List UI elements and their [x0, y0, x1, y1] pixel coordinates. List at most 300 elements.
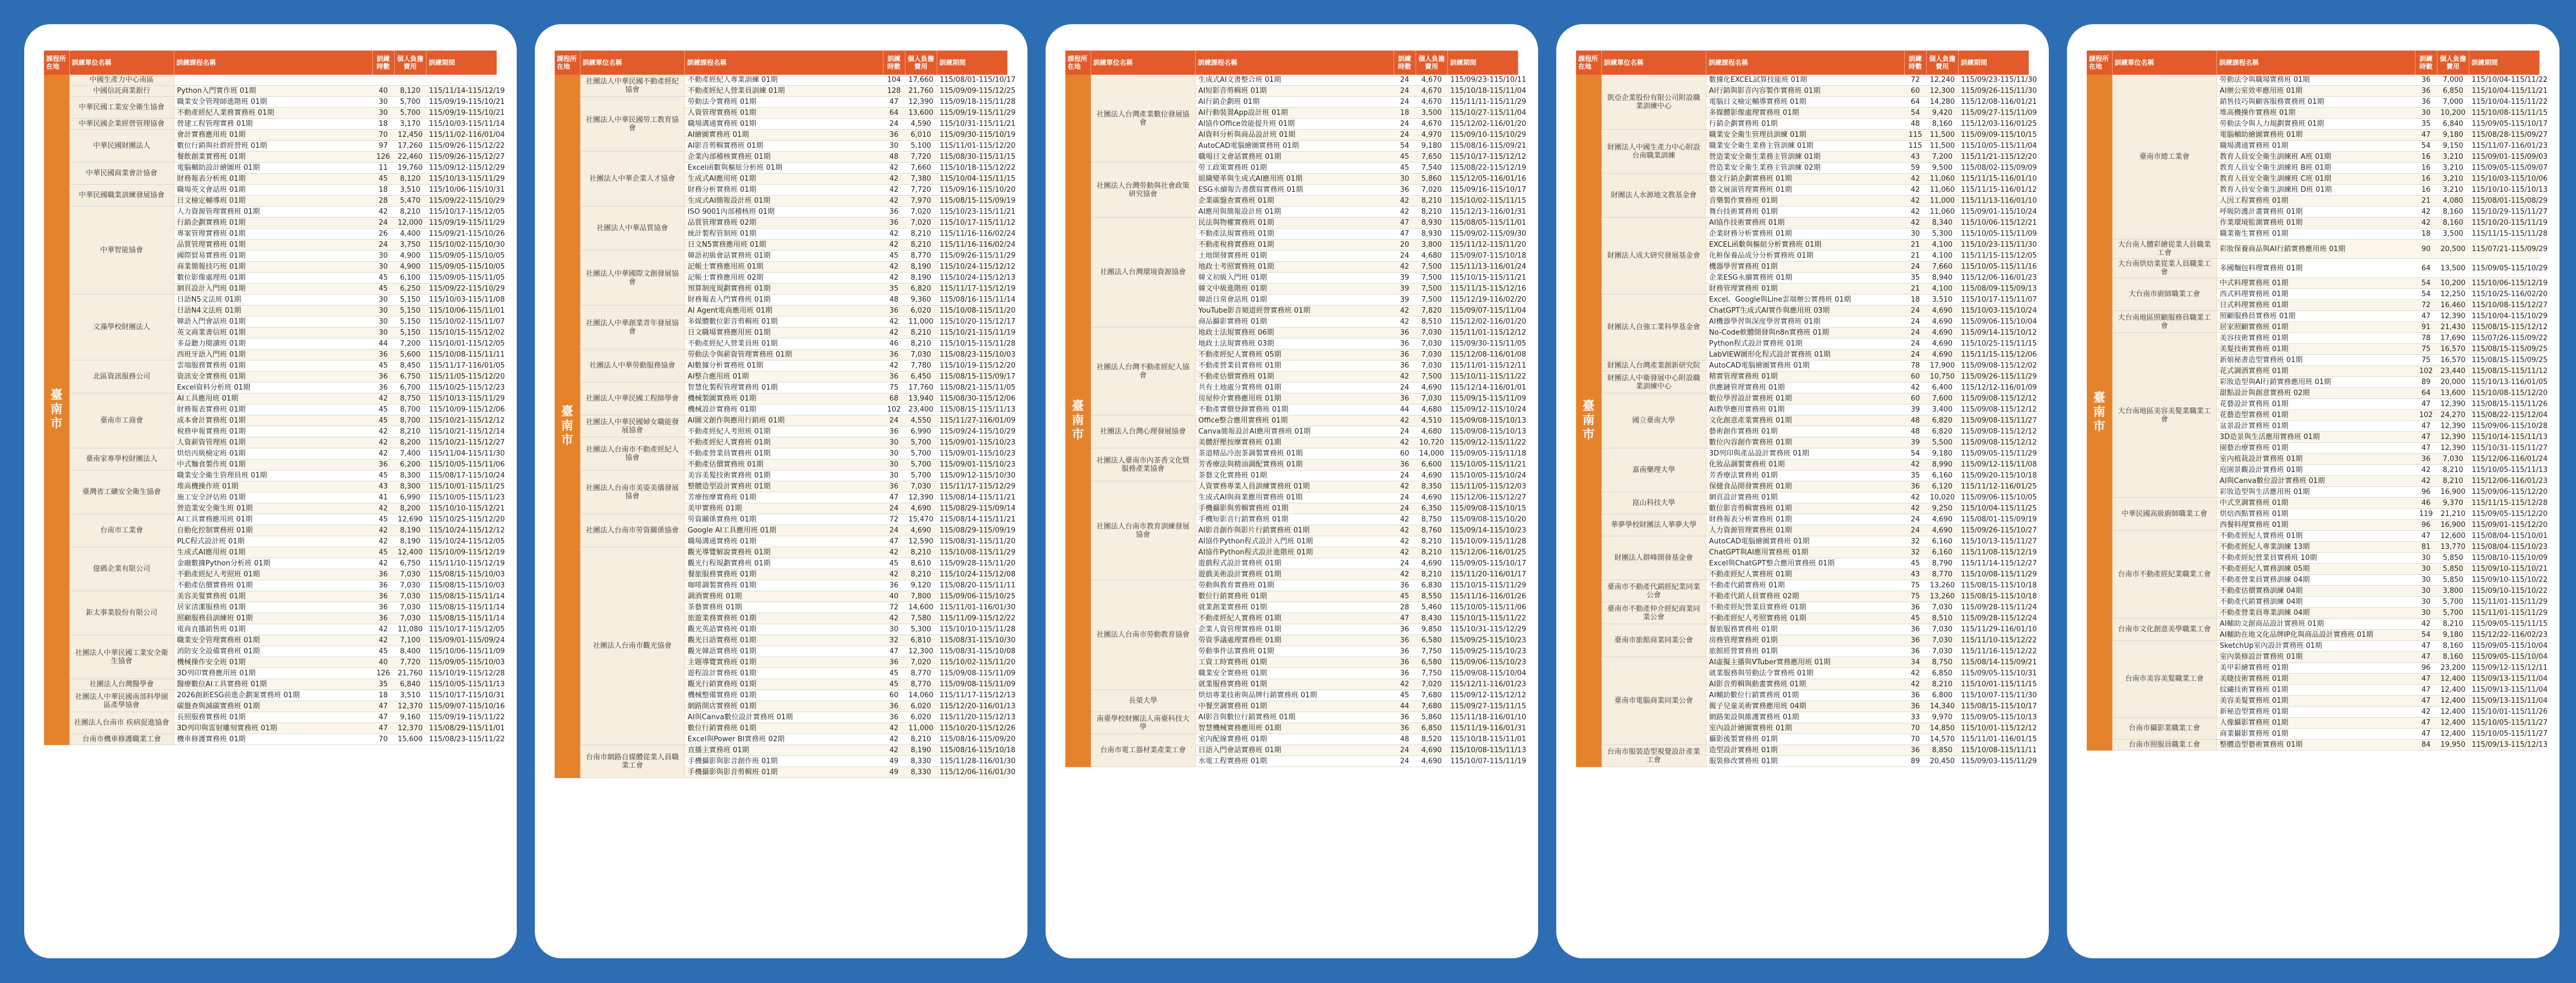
course-name: 企業人資管理實務班 01期	[1195, 624, 1394, 635]
personal-fee: 12,240	[1926, 75, 1958, 86]
personal-fee: 8,200	[394, 503, 426, 514]
training-hours: 64	[2415, 259, 2437, 278]
personal-fee: 9,180	[2437, 630, 2469, 641]
training-hours: 72	[2415, 300, 2437, 311]
course-table-5	[2087, 51, 2548, 751]
course-name: 不動產經紀人實務班 01期	[1195, 613, 1394, 624]
table-row	[1065, 75, 1518, 86]
training-unit-name: 台南市文化創意美學職業工會	[2112, 619, 2216, 641]
training-hours: 36	[2415, 75, 2437, 86]
course-name: 職業安全衛生業務主管訓練 01期	[1706, 141, 1904, 152]
training-unit-name: 社團法人中華民國婦女職能發展協會	[580, 415, 684, 437]
personal-fee: 14,000	[1416, 448, 1447, 459]
course-name: 化妝品調製實務班 01期	[1706, 459, 1904, 470]
training-hours: 18	[372, 119, 394, 130]
city-label	[44, 75, 69, 745]
training-hours: 30	[883, 624, 905, 635]
course-name: 韓語日常會話班 01期	[1195, 295, 1394, 306]
personal-fee: 14,850	[1926, 723, 1958, 734]
training-hours: 36	[883, 481, 905, 492]
course-name: 商業攝影實務班 01期	[2216, 729, 2415, 740]
training-hours: 42	[2415, 218, 2437, 229]
training-hours: 16	[2415, 152, 2437, 163]
training-unit-name: 中國信託商業銀行	[69, 86, 174, 97]
course-name: 茶藝文化實務班 01期	[1195, 470, 1394, 481]
personal-fee: 12,390	[905, 492, 937, 503]
training-hours: 24	[372, 240, 394, 251]
training-hours: 70	[1904, 723, 1926, 734]
training-period: 115/09/25-115/10/23	[1447, 646, 1518, 657]
personal-fee: 8,430	[1416, 613, 1447, 624]
course-name: 英文商業書信班 01期	[174, 327, 372, 338]
course-name: 記帳士實務應用班 01期	[684, 262, 883, 273]
training-period: 115/09/23-115/11/30	[1958, 75, 2028, 86]
training-hours: 39	[1394, 273, 1416, 284]
header-date: 訓練期間	[426, 51, 496, 75]
course-name: 旅遊業務實務班 01期	[684, 613, 883, 624]
course-name: 地政士法規實務班 03期	[1195, 338, 1394, 349]
training-period: 115/10/08-115/12/27	[2469, 300, 2539, 311]
training-period: 115/10/15-115/11/29	[1447, 580, 1518, 591]
personal-fee: 4,690	[1416, 382, 1447, 393]
training-period: 115/08/31-115/10/08	[937, 646, 1007, 657]
training-hours: 47	[2415, 531, 2437, 542]
training-period: 115/12/06-116/01/23	[2469, 476, 2539, 487]
training-hours: 24	[1394, 503, 1416, 514]
training-hours: 36	[2415, 97, 2437, 108]
personal-fee: 8,160	[2437, 218, 2469, 229]
training-hours: 30	[372, 316, 394, 327]
table-row	[1065, 712, 1518, 723]
table-row	[44, 470, 497, 481]
training-period: 115/09/13-115/11/04	[2469, 674, 2539, 685]
training-period: 115/11/27-116/01/09	[937, 415, 1007, 426]
course-name: YouTube影音頻道經營實務班 01期	[1195, 306, 1394, 316]
training-hours: 42	[1904, 207, 1926, 218]
training-hours: 36	[1394, 459, 1416, 470]
course-name: 勞動法令與薪資管理實務班 01期	[684, 349, 883, 360]
personal-fee: 16,900	[2437, 487, 2469, 498]
personal-fee: 8,210	[1416, 569, 1447, 580]
training-hours: 35	[1904, 273, 1926, 284]
header-date: 訓練期間	[937, 51, 1007, 75]
training-period: 115/08/14-115/09/21	[1958, 657, 2028, 668]
training-hours: 20	[1394, 240, 1416, 251]
training-period: 115/09/27-115/11/15	[1447, 701, 1518, 712]
personal-fee: 12,590	[905, 536, 937, 547]
training-period: 115/10/13-115/11/29	[426, 393, 496, 404]
course-name: 手機攝影與影音剪輯班 01期	[684, 767, 883, 778]
course-name: 韓文中級進階班 01期	[1195, 284, 1394, 295]
personal-fee: 7,030	[394, 602, 426, 613]
training-period: 115/10/17-115/12/05	[426, 207, 496, 218]
training-hours: 43	[1904, 569, 1926, 580]
training-period: 115/10/05-115/11/06	[1447, 602, 1518, 613]
course-name: 房務管理實務班 01期	[1706, 635, 1904, 646]
personal-fee: 8,190	[905, 262, 937, 273]
personal-fee: 8,210	[394, 426, 426, 437]
course-name: 企業財務分析實務班 01期	[1706, 229, 1904, 240]
course-name: 勞資關係實務班 01期	[684, 514, 883, 525]
training-period: 115/09/19-115/10/21	[426, 97, 496, 108]
training-period: 115/08/22-115/12/19	[1447, 163, 1518, 174]
personal-fee: 7,970	[905, 196, 937, 207]
training-period: 115/09/05-115/11/05	[426, 273, 496, 284]
personal-fee: 8,350	[1416, 481, 1447, 492]
training-period: 115/09/01-115/09/24	[426, 635, 496, 646]
table-row	[1065, 448, 1518, 459]
course-name: 網路架設與維護實務班 01期	[1706, 712, 1904, 723]
training-hours: 70	[372, 130, 394, 141]
table-header	[44, 51, 497, 75]
course-name: 營造業安全衛生業務主管訓練 02期	[1706, 163, 1904, 174]
training-hours: 47	[372, 712, 394, 723]
course-name: 烘焙專業技術與品牌行銷實務班 01期	[1195, 690, 1394, 701]
course-name: 不動產營業員實務訓練 04期	[2216, 575, 2415, 586]
training-hours: 30	[372, 306, 394, 316]
course-name	[174, 75, 372, 86]
training-hours: 42	[372, 635, 394, 646]
course-name: 人像攝影實務班 01期	[2216, 718, 2415, 729]
table-row	[44, 393, 497, 404]
personal-fee: 7,680	[1416, 701, 1447, 712]
training-period: 115/08/15-115/10/03	[426, 580, 496, 591]
training-period: 115/09/08-115/12/12	[1958, 437, 2028, 448]
training-period: 115/08/15-115/10/17	[1958, 701, 2028, 712]
training-unit-name: 台南市攝影業職業工會	[2112, 718, 2216, 740]
personal-fee: 11,500	[1926, 130, 1958, 141]
personal-fee: 8,510	[1926, 613, 1958, 624]
training-period: 115/10/25-115/12/23	[426, 382, 496, 393]
training-period: 115/09/02-115/09/30	[1447, 229, 1518, 240]
personal-fee: 7,500	[1416, 262, 1447, 273]
training-period: 115/11/15-115/11/28	[2469, 229, 2539, 240]
training-period: 115/10/06-115/12/19	[2469, 278, 2539, 289]
course-name: 日式料理實務班 01期	[2216, 300, 2415, 311]
personal-fee: 7,030	[1416, 393, 1447, 404]
course-name: 生成式AI應用班 01期	[174, 547, 372, 558]
training-unit-name: 華夢學校財團法人華夢大學	[1601, 514, 1706, 536]
course-name: 咖啡調製實務班 01期	[684, 580, 883, 591]
course-name: EXCEL函數與樞紐分析實務班 01期	[1706, 240, 1904, 251]
personal-fee: 3,210	[2437, 185, 2469, 196]
training-period: 115/08/15-115/09/17	[937, 371, 1007, 382]
table-header	[2087, 51, 2540, 75]
training-unit-name: 台南市機車修護職業工會	[69, 734, 174, 745]
course-name: 多益聽力閱讀班 01期	[174, 338, 372, 349]
personal-fee: 16,900	[2437, 520, 2469, 531]
personal-fee: 4,690	[1416, 756, 1447, 767]
personal-fee: 10,750	[1926, 371, 1958, 382]
personal-fee: 8,160	[1926, 119, 1958, 130]
training-unit-name: 文藻學校財團法人	[69, 295, 174, 360]
training-hours: 59	[1904, 163, 1926, 174]
city-label	[2087, 75, 2112, 751]
personal-fee: 3,400	[1926, 404, 1958, 415]
training-hours: 44	[1394, 701, 1416, 712]
personal-fee: 5,850	[2437, 575, 2469, 586]
course-name: 企業ESG永續實務班 01期	[1706, 273, 1904, 284]
personal-fee: 8,160	[2437, 652, 2469, 663]
course-name: 遊戲程式設計實務班 01期	[1195, 558, 1394, 569]
personal-fee: 6,990	[394, 492, 426, 503]
personal-fee: 6,820	[1926, 415, 1958, 426]
course-name: 遊戲美術設計實務班 01期	[1195, 569, 1394, 580]
training-hours: 42	[1394, 679, 1416, 690]
training-hours: 36	[372, 569, 394, 580]
personal-fee: 8,330	[905, 756, 937, 767]
training-period: 115/09/18-115/11/28	[937, 97, 1007, 108]
training-hours: 30	[372, 327, 394, 338]
training-hours: 42	[372, 525, 394, 536]
course-name: 數位行銷實務班 01期	[684, 723, 883, 734]
personal-fee: 7,030	[1416, 360, 1447, 371]
training-hours: 42	[1394, 415, 1416, 426]
personal-fee: 21,760	[905, 86, 937, 97]
training-period: 115/10/02-115/11/20	[937, 657, 1007, 668]
personal-fee: 6,020	[905, 701, 937, 712]
course-name: 茶藝實務班 01期	[684, 602, 883, 613]
course-name: LabVIEW圖形化程式設計實務班 01期	[1706, 349, 1904, 360]
training-period: 115/11/14-115/12/19	[426, 86, 496, 97]
personal-fee: 7,100	[394, 635, 426, 646]
training-period: 115/09/08-115/11/09	[937, 668, 1007, 679]
table-row	[44, 163, 497, 174]
course-name: AI繪圖實務班 01期	[684, 130, 883, 141]
course-name: 職場溝通實務班 01期	[684, 536, 883, 547]
personal-fee: 7,020	[905, 657, 937, 668]
training-unit-name: 凱亞企業股份有限公司附設職業訓練中心	[1601, 75, 1706, 130]
training-hours: 91	[2415, 322, 2437, 333]
training-period: 115/10/19-115/12/20	[937, 360, 1007, 371]
personal-fee: 17,660	[905, 75, 937, 86]
training-period: 115/09/23-115/10/11	[1447, 75, 1518, 86]
training-period: 115/08/15-115/11/14	[426, 591, 496, 602]
course-name: 教育人員安全衛生訓練班 C班 01期	[2216, 174, 2415, 185]
training-hours: 35	[372, 679, 394, 690]
training-hours: 36	[1394, 580, 1416, 591]
course-name: Excel、Google與Line雲端辦公實務班 01期	[1706, 295, 1904, 306]
training-period: 115/08/15-115/11/12	[2469, 366, 2539, 377]
personal-fee: 9,850	[1416, 624, 1447, 635]
training-unit-name: 財團法人成大研究發展基金會	[1601, 218, 1706, 295]
table-row	[1065, 327, 1518, 338]
course-name: 專案管理實務班 01期	[174, 229, 372, 240]
training-hours: 47	[2415, 130, 2437, 141]
training-period: 115/09/05-115/11/18	[1447, 448, 1518, 459]
training-hours: 45	[1904, 558, 1926, 569]
course-name: 2026創新ESG前進企劃案實務班 01期	[174, 690, 372, 701]
course-name: 生成式AI與商業應用實務班 01期	[1195, 492, 1394, 503]
course-name: AI Agent電商應用班 01期	[684, 306, 883, 316]
training-period: 115/09/28-115/11/20	[937, 558, 1007, 569]
training-hours: 30	[2415, 597, 2437, 608]
course-name: 不動產估價實務班 01期	[684, 459, 883, 470]
table-row	[1576, 360, 2029, 371]
course-name: AutoCAD電腦繪圖實務班 01期	[1706, 536, 1904, 547]
training-period: 115/12/08-116/01/21	[1958, 97, 2028, 108]
header-city: 課程所在地	[1576, 51, 1601, 75]
training-period: 115/10/18-115/11/01	[1447, 734, 1518, 745]
course-name: 室內植栽設計實務班 01期	[2216, 454, 2415, 465]
training-hours: 42	[1904, 668, 1926, 679]
course-name: 觀光日語實務班 01期	[684, 635, 883, 646]
training-period: 115/11/15-115/12/06	[1958, 349, 2028, 360]
training-hours: 30	[372, 262, 394, 273]
course-name: 不動產經紀人營業員班 01期	[684, 338, 883, 349]
training-period: 115/11/20-116/01/17	[1447, 569, 1518, 580]
course-name: AI工具實務應用班 01期	[174, 514, 372, 525]
personal-fee: 6,450	[905, 371, 937, 382]
course-name: 雲端服務實務班 01期	[174, 360, 372, 371]
training-period: 115/10/08-115/12/20	[2469, 388, 2539, 399]
training-unit-name: 中華民國財團法人	[69, 130, 174, 163]
course-name: 品質管理實務班 02期	[684, 218, 883, 229]
course-name: AI圖文創作與應用行銷班 01期	[684, 415, 883, 426]
training-hours: 36	[1394, 360, 1416, 371]
personal-fee: 8,700	[394, 404, 426, 415]
course-name: 人資實務專業人員訓練實務班 01期	[1195, 481, 1394, 492]
training-period: 115/10/06-115/11/09	[426, 646, 496, 657]
table-row	[1576, 75, 2029, 86]
training-hours: 42	[372, 448, 394, 459]
course-name: 新秘造型實務班 01期	[2216, 707, 2415, 718]
personal-fee: 5,850	[2437, 553, 2469, 564]
training-hours: 36	[1904, 481, 1926, 492]
training-hours: 42	[1394, 525, 1416, 536]
training-period: 115/08/16-115/11/14	[937, 295, 1007, 306]
personal-fee: 7,500	[1416, 295, 1447, 306]
course-name: 攝影後製實務班 01期	[1706, 734, 1904, 745]
training-unit-name: 中華民國工業安全衛生協會	[69, 97, 174, 119]
course-name: ChatGPT與AI應用實務班 01期	[1706, 547, 1904, 558]
course-name: AI影音創作與影片行銷實務班 01期	[1195, 525, 1394, 536]
course-name: 餐旅服務實務班 01期	[684, 569, 883, 580]
training-unit-name: 社團法人中華企業人才協會	[580, 152, 684, 207]
training-unit-name: 社團法人台灣醫學會	[69, 679, 174, 690]
course-name: 長照服務實務班 01期	[174, 712, 372, 723]
training-hours: 42	[883, 185, 905, 196]
training-hours: 42	[1904, 185, 1926, 196]
training-hours: 89	[2415, 377, 2437, 388]
training-period: 115/10/27-115/11/04	[1447, 108, 1518, 119]
training-hours: 72	[883, 514, 905, 525]
training-period: 115/09/10-115/10/22	[2469, 586, 2539, 597]
training-hours: 24	[1904, 316, 1926, 327]
training-hours: 49	[883, 767, 905, 778]
training-hours: 42	[883, 569, 905, 580]
training-hours: 39	[1904, 437, 1926, 448]
personal-fee: 6,840	[394, 679, 426, 690]
training-period: 115/09/08-115/10/20	[1447, 514, 1518, 525]
course-name: 地政士考照實務班 01期	[1195, 262, 1394, 273]
personal-fee: 8,200	[394, 437, 426, 448]
training-hours: 36	[1904, 701, 1926, 712]
training-hours: 40	[883, 591, 905, 602]
course-name: 供應鏈管理實務班 01期	[1706, 382, 1904, 393]
training-period: 115/10/02-115/11/07	[426, 316, 496, 327]
course-name: 保健食品開發實務班 01期	[1706, 481, 1904, 492]
personal-fee: 8,610	[905, 558, 937, 569]
training-hours: 18	[1394, 108, 1416, 119]
training-hours: 45	[1394, 690, 1416, 701]
course-name: 職場日文會話實務班 01期	[1195, 152, 1394, 163]
training-hours: 42	[2415, 707, 2437, 718]
training-period	[426, 75, 496, 86]
training-hours: 47	[2415, 685, 2437, 696]
course-name: 照顧服務員訓練班 01期	[174, 613, 372, 624]
personal-fee: 11,000	[1926, 196, 1958, 207]
header-date: 訓練期間	[2469, 51, 2539, 75]
course-name: 不動產經紀人考照實務班 01期	[1706, 613, 1904, 624]
training-hours: 36	[883, 657, 905, 668]
training-hours: 102	[2415, 410, 2437, 421]
training-hours: 46	[2415, 498, 2437, 509]
city-label-text: 臺南市	[1582, 399, 1595, 442]
city-label	[1065, 75, 1091, 767]
training-hours: 45	[372, 646, 394, 657]
personal-fee: 12,400	[2437, 729, 2469, 740]
training-period: 115/09/01-115/10/23	[937, 459, 1007, 470]
training-hours: 47	[883, 492, 905, 503]
training-period: 115/09/05-115/12/20	[2469, 509, 2539, 520]
personal-fee: 8,550	[1416, 591, 1447, 602]
training-hours: 43	[1904, 152, 1926, 163]
training-hours: 36	[372, 613, 394, 624]
training-hours: 30	[372, 97, 394, 108]
training-period: 115/10/08-115/11/15	[2469, 108, 2539, 119]
training-period: 115/10/23-115/11/30	[1958, 240, 2028, 251]
training-period: 115/09/13-115/11/04	[2469, 696, 2539, 707]
personal-fee: 8,750	[1926, 657, 1958, 668]
personal-fee: 6,600	[1416, 459, 1447, 470]
personal-fee: 12,400	[2437, 674, 2469, 685]
training-period: 115/11/16-115/12/22	[1958, 646, 2028, 657]
training-hours: 64	[883, 108, 905, 119]
training-hours: 24	[1904, 262, 1926, 273]
course-name: AI機器學習與深度學習實務班 01期	[1706, 316, 1904, 327]
training-hours: 36	[2415, 454, 2437, 465]
personal-fee: 12,390	[2437, 311, 2469, 322]
training-hours: 54	[1394, 141, 1416, 152]
course-name: 財務報表入門實務班 01期	[684, 295, 883, 306]
course-name: AI工具應用班 01期	[174, 393, 372, 404]
training-period: 115/09/05-115/10/04	[2469, 641, 2539, 652]
personal-fee: 8,210	[905, 229, 937, 240]
course-name: 3D列印實務應用班 01期	[174, 668, 372, 679]
training-hours: 45	[1904, 613, 1926, 624]
course-name: 營建工程管理實務 01期	[174, 119, 372, 130]
training-period: 115/10/11-115/11/22	[1447, 371, 1518, 382]
personal-fee: 6,850	[1416, 723, 1447, 734]
course-name: 不動產代銷實務班 01期	[1706, 580, 1904, 591]
personal-fee: 12,390	[2437, 421, 2469, 432]
personal-fee: 8,210	[2437, 476, 2469, 487]
training-hours: 60	[883, 690, 905, 701]
training-period: 115/08/29-115/09/19	[937, 525, 1007, 536]
course-name: 堆高機操作實務班 01期	[2216, 108, 2415, 119]
training-hours: 24	[1394, 426, 1416, 437]
training-unit-name: 中華民國職業訓練發展協會	[69, 185, 174, 207]
personal-fee: 8,210	[1416, 547, 1447, 558]
training-period: 115/10/09-115/12/19	[426, 547, 496, 558]
course-name: 生成式AI文書整合班 01期	[1195, 75, 1394, 86]
training-period: 115/08/01-115/10/17	[937, 75, 1007, 86]
header-hours: 訓練時數	[1394, 51, 1416, 75]
course-name: AI與Canva數位設計實務班 01期	[2216, 476, 2415, 487]
personal-fee: 3,510	[394, 690, 426, 701]
training-period: 115/08/22-115/12/04	[2469, 410, 2539, 421]
